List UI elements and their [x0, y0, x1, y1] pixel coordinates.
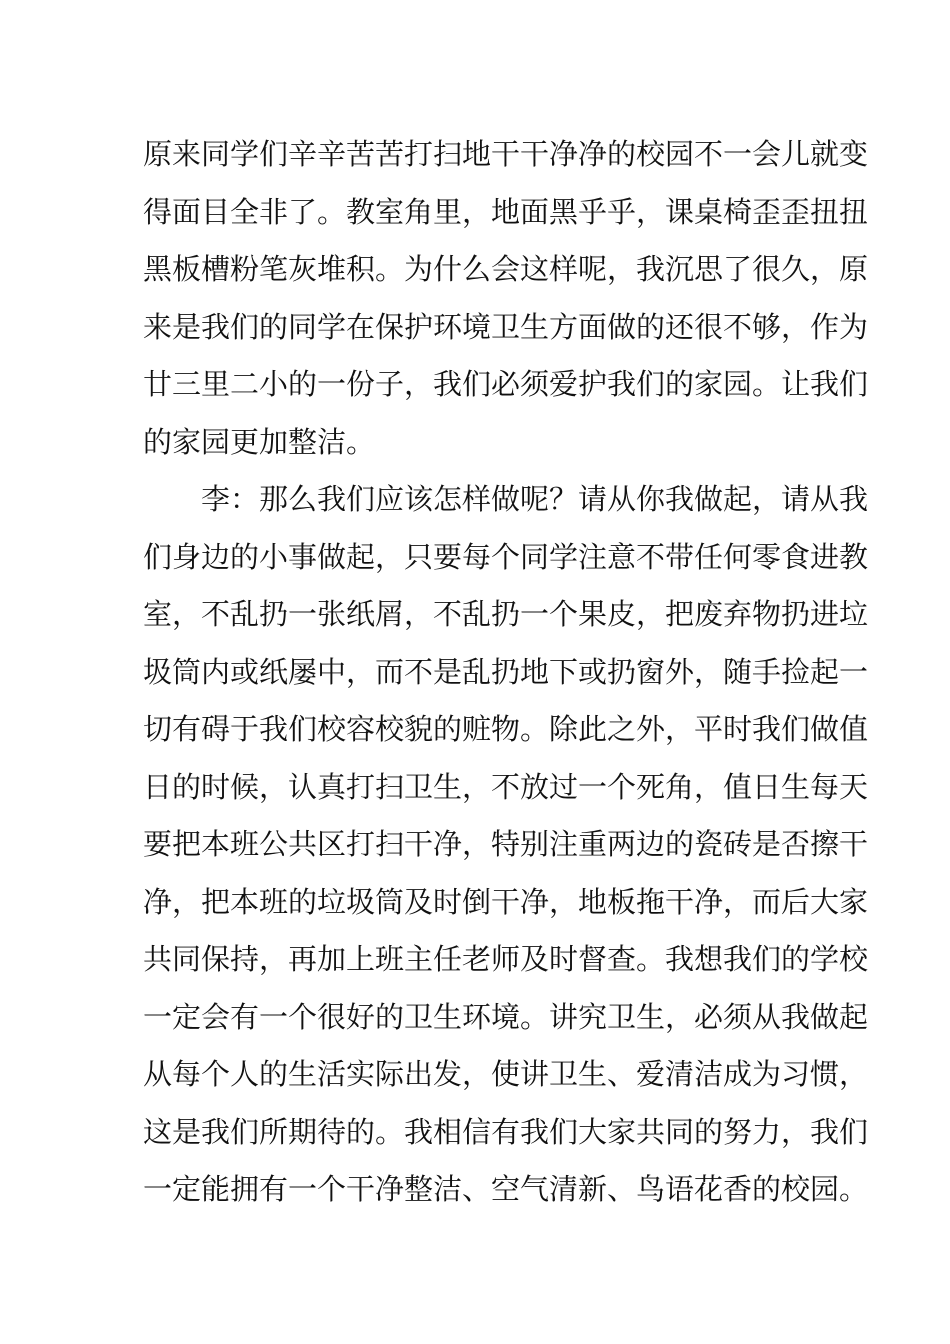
text-line: 圾筒内或纸屡中，而不是乱扔地下或扔窗外，随手捡起一 [143, 654, 869, 689]
text-line: 这是我们所期待的。我相信有我们大家共同的努力，我们 [143, 1114, 869, 1149]
text-line: 黑板槽粉笔灰堆积。为什么会这样呢，我沉思了很久，原 [143, 252, 869, 286]
text-line: 廿三里二小的一份子，我们必须爱护我们的家园。让我们 [143, 367, 869, 401]
text-line: 来是我们的同学在保护环境卫生方面做的还很不够，作为 [143, 309, 869, 344]
text-line: 一定会有一个很好的卫生环境。讲究卫生，必须从我做起 [143, 999, 869, 1034]
text-line: 原来同学们辛辛苦苦打扫地干干净净的校园不一会儿就变 [143, 137, 869, 171]
paragraph-2 [143, 471, 869, 1219]
text-line: 李：那么我们应该怎样做呢？请从你我做起，请从我 [201, 482, 869, 516]
text-line: 们身边的小事做起，只要每个同学注意不带任何零食进教 [143, 539, 869, 574]
text-line: 得面目全非了。教室角里，地面黑乎乎，课桌椅歪歪扭扭 [143, 194, 869, 229]
text-line: 切有碍于我们校容校貌的赃物。除此之外，平时我们做值 [143, 712, 869, 746]
text-line: 净，把本班的垃圾筒及时倒干净，地板拖干净，而后大家 [143, 884, 869, 919]
text-line: 从每个人的生活实际出发，使讲卫生、爱清洁成为习惯， [143, 1057, 869, 1091]
body-text [143, 126, 869, 1219]
paragraph-1 [143, 126, 869, 471]
text-line: 共同保持，再加上班主任老师及时督查。我想我们的学校 [143, 942, 869, 976]
text-line: 的家园更加整洁。 [143, 424, 376, 459]
text-line: 日的时候，认真打扫卫生，不放过一个死角，值日生每天 [143, 769, 869, 804]
text-line: 要把本班公共区打扫干净，特别注重两边的瓷砖是否擦干 [143, 827, 869, 861]
text-line: 一定能拥有一个干净整洁、空气清新、鸟语花香的校园。 [143, 1172, 869, 1206]
text-line: 室，不乱扔一张纸屑，不乱扔一个果皮，把废弃物扔进垃 [143, 597, 869, 631]
